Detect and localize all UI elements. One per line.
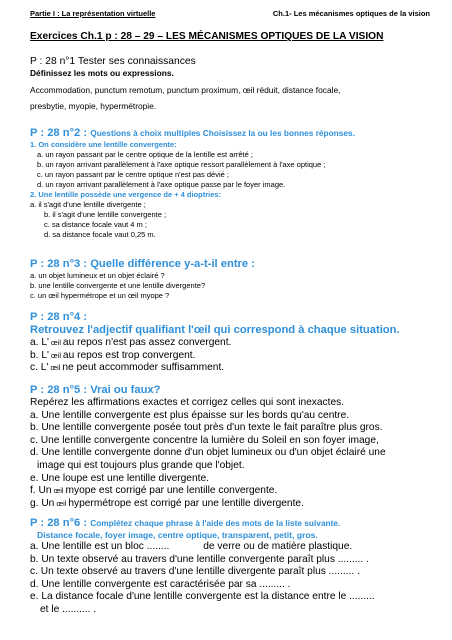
ex4-a-prefix: a. L' (30, 337, 49, 348)
ex5-g (30, 498, 438, 511)
ex6-b: b. Un texte observé au travers d'une lentille convergente paraît plus ......... . (30, 553, 369, 565)
exercise-6 (30, 517, 438, 617)
ex4-heading: P : 28 n°4 : (30, 311, 88, 323)
ex6-heading-question: Complétez chaque phrase à l'aide des mots de la liste suivante. (90, 518, 341, 528)
ex2-q1-b: b. un rayon arrivant parallèlement à l'axe optique ressort parallèlement à l'axe optique ; (37, 160, 326, 169)
ex2-heading-question: Questions à choix multiples Choisissez la ou les bonnes réponses. (90, 128, 355, 138)
ex3-c: c. un œil hypermétrope et un œil myope ? (30, 291, 170, 300)
ex5-g-prefix: g. Un (30, 497, 55, 509)
ex2-heading-number: P : 28 n°2 : (30, 127, 91, 139)
ex3-heading: P : 28 n°3 : Quelle différence y-a-t-il entre : (30, 258, 255, 270)
ex5-g-text: hypermétrope est corrigé par une lentille divergente. (68, 497, 304, 509)
ex6-a: a. Une lentille est un bloc ........ de verre ou de matière plastique. (30, 541, 353, 552)
ex1-words-line2: presbytie, myopie, hypermétropie. (30, 101, 157, 111)
ex4-c (30, 362, 438, 375)
ex2-q1-c: c. un rayon passant par le centre optique n'est pas dévié ; (37, 170, 229, 179)
ex5-c: c. Une lentille convergente concentre la lumière du Soleil en son foyer image, (30, 434, 379, 446)
ex5-d: d. Une lentille convergente donne d'un objet lumineux ou d'un objet éclairé une (30, 447, 386, 459)
ex5-e: e. Une loupe est une lentille divergente. (30, 472, 209, 484)
ex5-intro: Repérez les affirmations exactes et corrigez celles qui sont inexactes. (30, 397, 345, 408)
ex4-b-oeil: œil (48, 350, 63, 360)
exercise-5 (30, 384, 438, 510)
ex2-q2: 2. Une lentille possède une vergence de + 4 dioptries: (30, 190, 222, 199)
ex6-heading-number: P : 28 n°6 : (30, 517, 91, 529)
ex5-f (30, 485, 438, 498)
exercise-1 (30, 56, 438, 112)
ex4-c-text: ne peut accommoder suffisamment. (62, 362, 225, 374)
ex3-a: a. un objet lumineux et un objet éclairé ? (30, 271, 165, 280)
ex2-q2-b: b. il s'agit d'une lentille convergente ; (44, 210, 167, 219)
ex1-heading: P : 28 n°1 Tester ses connaissances (30, 56, 196, 67)
exercise-3 (30, 258, 438, 301)
exercise-4 (30, 311, 438, 375)
ex6-heading (30, 517, 438, 530)
ex4-c-oeil: œil (48, 363, 63, 373)
ex1-words-line1: Accommodation, punctum remotum, punctum proximum, œil réduit, distance focale, (30, 84, 341, 95)
ex6-c: c. Un texte observé au travers d'une lentille divergente paraît plus ......... . (30, 566, 360, 578)
ex2-q1: 1. On considère une lentille convergente: (30, 140, 177, 149)
ex3-b: b. une lentille convergente et une lentille divergente? (30, 281, 206, 290)
ex5-f-oeil: œil (51, 486, 66, 496)
ex2-q2-c: c. sa distance focale vaut 4 m ; (44, 220, 147, 229)
ex2-heading (30, 127, 438, 140)
header-chapter: Ch.1- Les mécanismes optiques de la vision (272, 9, 430, 18)
ex4-a (30, 337, 438, 350)
ex6-e-cont: et le .......... . (40, 603, 97, 615)
header-part: Partie I : La représentation virtuelle (30, 9, 156, 18)
ex5-d-cont: image qui est toujours plus grande que l'objet. (37, 459, 245, 471)
ex5-b: b. Une lentille convergente posée tout près d'un texte le fait paraître plus gros. (30, 422, 383, 434)
ex5-heading: P : 28 n°5 : Vrai ou faux? (30, 384, 161, 396)
ex4-c-prefix: c. L' (30, 362, 49, 374)
ex6-e: e. La distance focale d'une lentille convergente est la distance entre le ......... (30, 591, 375, 603)
ex4-b-prefix: b. L' (30, 349, 49, 361)
page-title: Exercices Ch.1 p : 28 – 29 – LES MÉCANISMES OPTIQUES DE LA VISION (30, 31, 384, 42)
ex5-f-text: myope est corrigé par une lentille convergente. (65, 485, 278, 497)
ex5-g-oeil: œil (54, 498, 69, 508)
ex6-d: d. Une lentille convergente est caractérisée par sa ......... . (30, 578, 291, 590)
ex5-a: a. Une lentille convergente est plus épaisse sur les bords qu'au centre. (30, 409, 350, 421)
ex5-f-prefix: f. Un (30, 485, 52, 497)
ex4-b (30, 350, 438, 363)
ex1-instruction: Définissez les mots ou expressions. (30, 68, 174, 78)
ex2-q1-a: a. un rayon passant par le centre optique de la lentille est arrêté ; (37, 150, 253, 159)
exercise-2 (30, 127, 438, 240)
ex4-a-oeil: œil (48, 338, 63, 347)
ex2-q2-d: d. sa distance focale vaut 0,25 m. (44, 230, 156, 239)
ex4-b-text: au repos est trop convergent. (62, 349, 196, 361)
ex6-word-list: Distance focale, foyer image, centre optique, transparent, petit, gros. (37, 530, 318, 540)
ex2-q2-a: a. il s'agit d'une lentille divergente ; (30, 200, 146, 209)
ex2-q1-d: d. un rayon arrivant parallèlement à l'axe optique passe par le foyer image. (37, 180, 286, 189)
ex4-a-text: au repos n'est pas assez convergent. (62, 337, 232, 348)
ex4-heading-question: Retrouvez l'adjectif qualifiant l'œil qui correspond à chaque situation. (30, 324, 400, 336)
